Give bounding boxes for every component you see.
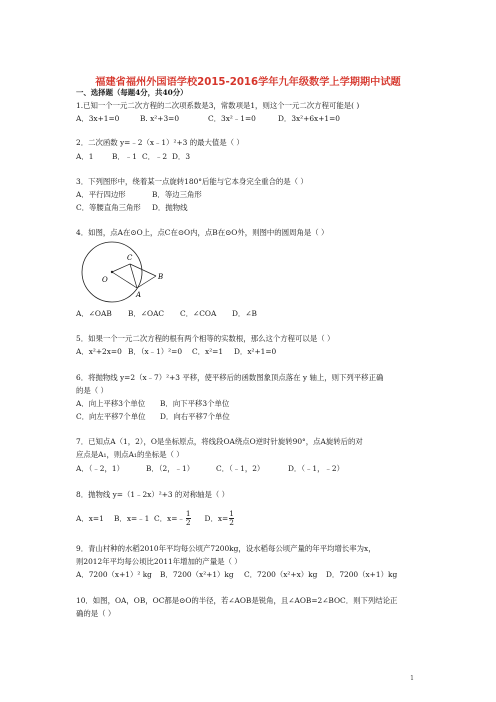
label-o: O xyxy=(102,276,108,284)
option-a: A．向上平移3个单位 xyxy=(76,399,146,408)
question-7-stem-line2: 应点是A₁，则点A₁的坐标是（ ） xyxy=(76,450,184,459)
segment-oc xyxy=(112,264,130,272)
question-10-stem-line1: 10．如图，OA，OB，OC都是⊙O的半径，若∠AOB是锐角，且∠AOB=2∠BOC．则下列结论正 xyxy=(76,596,398,605)
label-a: A xyxy=(136,291,142,299)
option-a: A．平行四边形 xyxy=(76,190,126,199)
question-5-options xyxy=(76,347,276,356)
label-b: B xyxy=(158,273,164,281)
option-d: D．x²+1=0 xyxy=(234,347,277,356)
option-d: D．（﹣1，﹣2） xyxy=(288,464,344,473)
segment-ab xyxy=(137,276,156,288)
question-6-options-row1 xyxy=(76,399,229,408)
option-a: A．x²+2x=0 xyxy=(76,347,122,356)
fraction-half xyxy=(229,510,234,527)
option-c: C．（﹣1，2） xyxy=(216,464,265,473)
page-title: 福建省福州外国语学校2015-2016学年九年级数学上学期期中试题 xyxy=(95,77,401,88)
question-2-stem: 2．二次函数 y=﹣2（x﹣1）²+3 的最大值是（ ） xyxy=(76,138,244,147)
fraction-numerator: 1 xyxy=(229,509,234,518)
option-c: C．向左平移7个单位 xyxy=(76,412,146,421)
question-8-options xyxy=(76,510,234,527)
option-a: A．∠OAB xyxy=(76,309,112,318)
option-c: C．x²=1 xyxy=(192,347,224,356)
question-6-stem-line1: 6．将抛物线 y=2（x﹣7）²+3 平移，使平移后的函数图象顶点落在 y 轴上，则下列平移正确 xyxy=(76,373,384,382)
fraction-denominator: 2 xyxy=(185,518,191,527)
option-c: C．∠COA xyxy=(180,309,217,318)
question-6-stem-line2: 的是（ ） xyxy=(76,386,108,395)
question-1-stem: 1.已知一个一元二次方程的二次项系数是3，常数项是1，则这个一元二次方程可能是( ) xyxy=(76,101,360,110)
option-d: D．3 xyxy=(172,152,191,161)
option-a: A．1 xyxy=(76,152,94,161)
label-c: C xyxy=(127,254,133,262)
option-d: D．7200（x+1）kg xyxy=(326,570,398,579)
option-d: D．抛物线 xyxy=(152,203,188,212)
option-d: D．向右平移7个单位 xyxy=(160,412,230,421)
option-a: A．7200（x+1）² kg xyxy=(76,570,152,579)
option-b: B．（x﹣1）²=0 xyxy=(128,347,183,356)
question-9-stem-line2: 则2012年平均每公顷比2011年增加的产量是（ ） xyxy=(76,557,242,566)
circle-figure xyxy=(74,240,174,304)
segment-cb xyxy=(130,264,156,276)
option-c-label: C．x=﹣ xyxy=(154,513,185,523)
question-3-stem: 3．下列图形中，绕着某一点旋转180°后能与它本身完全重合的是（ ） xyxy=(76,177,308,186)
option-c: C．7200（x²+x）kg xyxy=(244,570,318,579)
option-b: B．∠OAC xyxy=(128,309,165,318)
option-d xyxy=(205,510,234,527)
option-b: B．x=﹣1 xyxy=(114,513,150,523)
question-1-options xyxy=(76,114,340,123)
option-b: B．（2，﹣1） xyxy=(146,464,195,473)
option-b: B．﹣1 xyxy=(112,152,137,161)
question-3-options-row2 xyxy=(76,203,188,212)
question-4-stem: 4．如图，点A在⊙O上，点C在⊙O内，点B在⊙O外，则图中的圆周角是（ ） xyxy=(76,228,329,237)
question-8-stem: 8．抛物线 y=（1﹣2x）²+3 的对称轴是（ ） xyxy=(76,490,230,499)
question-5-stem: 5．如果一个一元二次方程的根有两个相等的实数根，那么这个方程可以是（ ） xyxy=(76,334,335,343)
option-c: C．﹣2 xyxy=(142,152,168,161)
question-7-options xyxy=(76,464,344,473)
fraction-denominator: 2 xyxy=(229,518,234,527)
option-c: C．等腰直角三角形 xyxy=(76,203,141,212)
option-d: D．3x²+6x+1=0 xyxy=(278,114,341,123)
question-2-options xyxy=(76,152,190,161)
fraction-half xyxy=(186,510,191,527)
question-10-stem-line2: 确的是（ ） xyxy=(76,609,116,618)
question-9-options xyxy=(76,570,397,579)
option-a: A．x=1 xyxy=(76,513,104,523)
section-heading: 一、选择题（每题4分，共40分） xyxy=(76,88,188,97)
question-6-options-row2 xyxy=(76,412,230,421)
option-b: B. x²+3=0 xyxy=(140,114,180,123)
question-3-options-row1 xyxy=(76,190,202,199)
question-4-options xyxy=(76,309,257,318)
option-d: D．∠B xyxy=(232,309,257,318)
option-a: A．3x+1=0 xyxy=(76,114,120,123)
option-c xyxy=(154,510,205,527)
option-a: A．（﹣2，1） xyxy=(76,464,124,473)
question-7-stem-line1: 7．已知点A（1，2），O是坐标原点，将线段OA绕点O逆时针旋转90°，点A旋转后的对 xyxy=(76,437,363,446)
option-c: C．3x²﹣1=0 xyxy=(208,114,256,123)
question-9-stem-line1: 9．青山村种的水稻2010年平均每公顷产7200kg，设水稻每公顷产量的年平均增长率为x， xyxy=(76,544,376,553)
option-b: B．等边三角形 xyxy=(152,190,202,199)
fraction-numerator: 1 xyxy=(185,509,191,518)
option-b: B．向下平移3个单位 xyxy=(160,399,230,408)
option-d-label: D．x= xyxy=(204,513,229,523)
option-b: B．7200（x²+1）kg xyxy=(160,570,234,579)
page-number: 1 xyxy=(410,675,414,682)
